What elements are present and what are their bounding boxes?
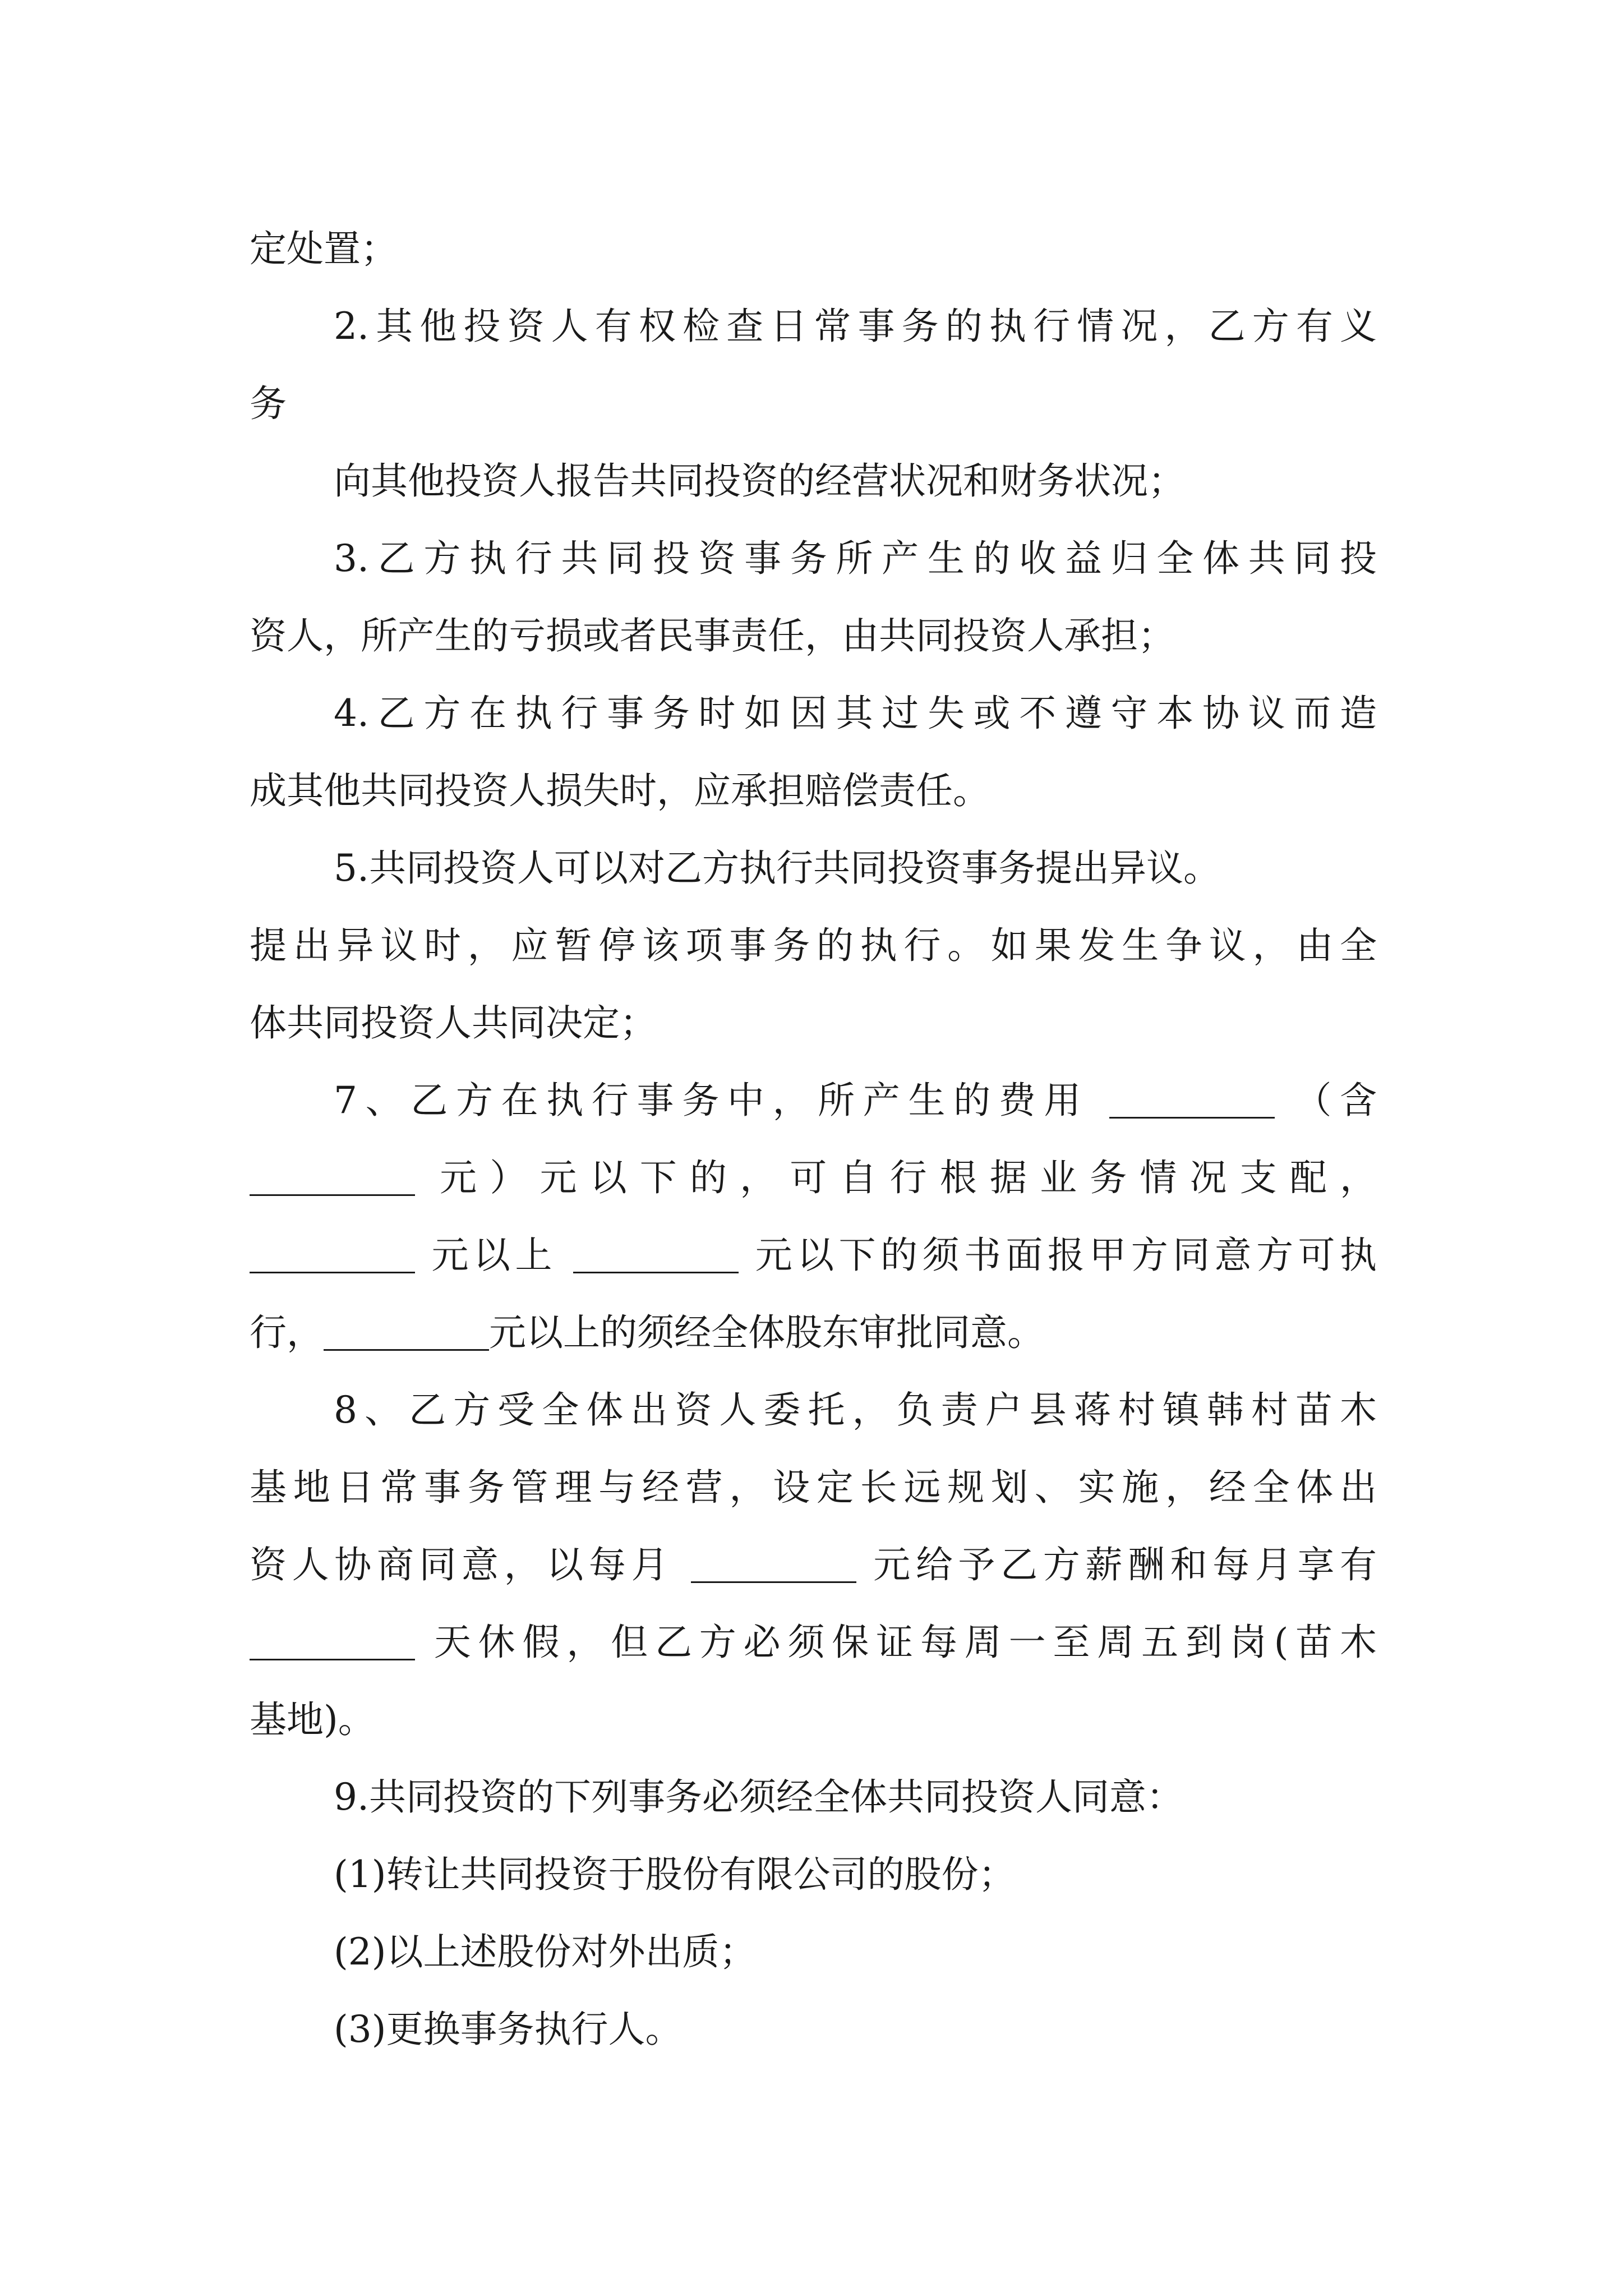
line-text: (1)转让共同投资于股份有限公司的股份； (334, 1853, 1016, 1896)
line-text: 定处置； (250, 227, 398, 270)
line-text: 元以上 (431, 1234, 557, 1277)
line-text: 提出异议时，应暂停该项事务的执行。如果发生争议，由全 (250, 924, 1377, 967)
text-line (250, 1526, 1377, 1604)
line-text: 资人，所产生的亏损或者民事责任，由共同投资人承担； (250, 614, 1175, 657)
document-body (250, 210, 1377, 2068)
fill-in-blank (691, 1544, 856, 1583)
text-line (250, 365, 1377, 443)
text-line (250, 675, 1377, 752)
text-line (250, 1139, 1377, 1217)
line-text: 务 (250, 382, 287, 425)
text-line (250, 520, 1377, 597)
text-line (250, 1991, 1377, 2068)
line-text: 资人协商同意，以每月 (250, 1543, 674, 1586)
line-text: 元给予乙方薪酬和每月享有 (873, 1543, 1377, 1586)
text-line (250, 1217, 1377, 1294)
text-line (250, 907, 1377, 984)
text-line (250, 830, 1377, 907)
line-text: 体共同投资人共同决定； (250, 1001, 657, 1045)
text-line (250, 1913, 1377, 1991)
line-text: 9.共同投资的下列事务必须经全体共同投资人同意： (334, 1775, 1183, 1819)
text-line (250, 1449, 1377, 1526)
line-text: 行， (250, 1311, 324, 1354)
line-text: 元以上的须经全体股东审批同意。 (489, 1311, 1044, 1354)
line-text: 7、乙方在执行事务中，所产生的费用 (334, 1079, 1090, 1122)
fill-in-blank (573, 1235, 739, 1273)
line-text: 向其他投资人报告共同投资的经营状况和财务状况； (334, 459, 1185, 503)
line-text: （含 (1294, 1079, 1377, 1122)
text-line (250, 288, 1377, 365)
line-text: 3.乙方执行共同投资事务所产生的收益归全体共同投 (334, 537, 1377, 580)
fill-in-blank (324, 1312, 489, 1351)
text-line (250, 1294, 1377, 1372)
text-line (250, 1681, 1377, 1759)
line-text: 8、乙方受全体出资人委托，负责户县蒋村镇韩村苗木 (334, 1388, 1377, 1432)
line-text: 5.共同投资人可以对乙方执行共同投资事务提出异议。 (334, 846, 1220, 890)
text-line (250, 1759, 1377, 1836)
text-line (250, 752, 1377, 830)
fill-in-blank (250, 1157, 415, 1196)
line-text: 基地日常事务管理与经营，设定长远规划、实施，经全体出 (250, 1466, 1377, 1509)
text-line (250, 443, 1377, 520)
text-line (250, 1836, 1377, 1913)
line-text: 4.乙方在执行事务时如因其过失或不遵守本协议而造 (334, 692, 1377, 735)
text-line (250, 1604, 1377, 1681)
line-text: (2)以上述股份对外出质； (334, 1930, 757, 1973)
fill-in-blank (250, 1235, 415, 1273)
fill-in-blank (1109, 1080, 1275, 1119)
line-text: 天休假，但乙方必须保证每周一至周五到岗(苗木 (434, 1621, 1377, 1664)
line-text: 元以下的须书面报甲方同意方可执 (755, 1234, 1377, 1277)
text-line (250, 984, 1377, 1062)
line-text: 2.其他投资人有权检查日常事务的执行情况，乙方有义 (334, 305, 1377, 348)
text-line (250, 1372, 1377, 1449)
text-line (250, 210, 1377, 288)
line-text: 基地)。 (250, 1698, 375, 1741)
fill-in-blank (250, 1622, 415, 1660)
text-line (250, 1062, 1377, 1139)
line-text: (3)更换事务执行人。 (334, 2008, 683, 2051)
line-text: 成其他共同投资人损失时，应承担赔偿责任。 (250, 769, 990, 812)
text-line (250, 597, 1377, 675)
line-text: 元）元以下的，可自行根据业务情况支配， (440, 1156, 1377, 1199)
